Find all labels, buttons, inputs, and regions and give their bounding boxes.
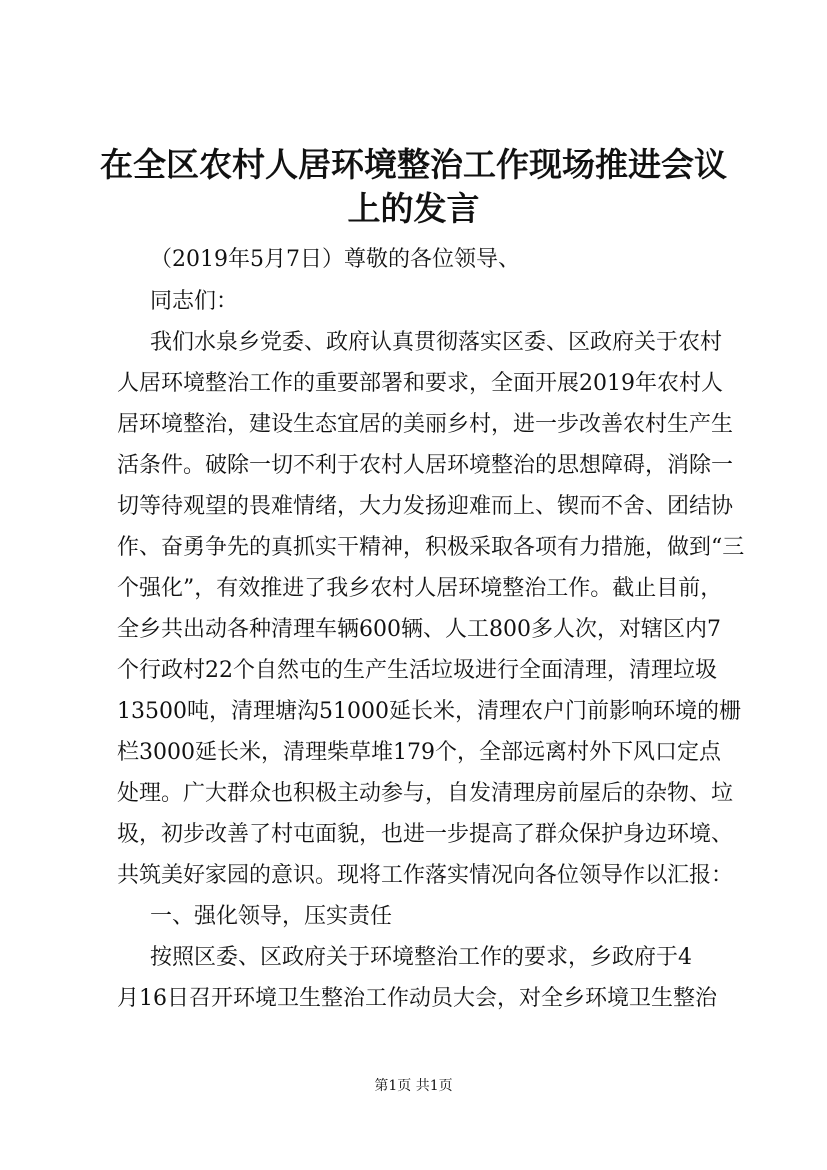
- paragraph-line: 13500吨，清理塘沟51000延长米，清理农户门前影响环境的栅: [117, 699, 741, 724]
- paragraph-line: 处理。广大群众也积极主动参与，自发清理房前屋后的杂物、垃: [117, 781, 734, 806]
- page-number: 第1页 共1页: [374, 1078, 453, 1094]
- paragraph-line: 栏3000延长米，清理柴草堆179个，全部远离村外下风口定点: [117, 740, 721, 765]
- document-title: 在全区农村人居环境整治工作现场推进会议上的发言: [100, 145, 727, 228]
- paragraph-line: 活条件。破除一切不利于农村人居环境整治的思想障碍，消除一: [117, 453, 734, 478]
- paragraph-line: 居环境整治，建设生态宜居的美丽乡村，进一步改善农村生产生: [117, 412, 734, 437]
- paragraph-line: 作、奋勇争先的真抓实干精神，积极采取各项有力措施，做到“三: [117, 535, 745, 560]
- salutation: 同志们：: [150, 289, 239, 314]
- paragraph-line: 圾，初步改善了村屯面貌，也进一步提高了群众保护身边环境、: [117, 822, 734, 847]
- section-heading: 一、强化领导，压实责任: [150, 904, 393, 929]
- paragraph-line: 个行政村22个自然屯的生产生活垃圾进行全面清理，清理垃圾: [117, 658, 717, 683]
- paragraph-line: 个强化”，有效推进了我乡农村人居环境整治工作。截止目前，: [117, 576, 723, 601]
- paragraph-line: 共筑美好家园的意识。现将工作落实情况向各位领导作以汇报：: [117, 863, 734, 888]
- paragraph-line: 按照区委、区政府关于环境整治工作的要求，乡政府于4: [150, 945, 692, 970]
- paragraph-line: 切等待观望的畏难情绪，大力发扬迎难而上、锲而不舍、团结协: [117, 494, 734, 519]
- paragraph-line: 月16日召开环境卫生整治工作动员大会，对全乡环境卫生整治: [117, 986, 717, 1011]
- paragraph-line: 人居环境整治工作的重要部署和要求，全面开展2019年农村人: [117, 371, 723, 396]
- paragraph-line: 全乡共出动各种清理车辆600辆、人工800多人次，对辖区内7: [117, 617, 721, 642]
- date-salutation: （2019年5月7日）尊敬的各位领导、: [150, 247, 520, 272]
- paragraph-line: 我们水泉乡党委、政府认真贯彻落实区委、区政府关于农村: [150, 330, 723, 355]
